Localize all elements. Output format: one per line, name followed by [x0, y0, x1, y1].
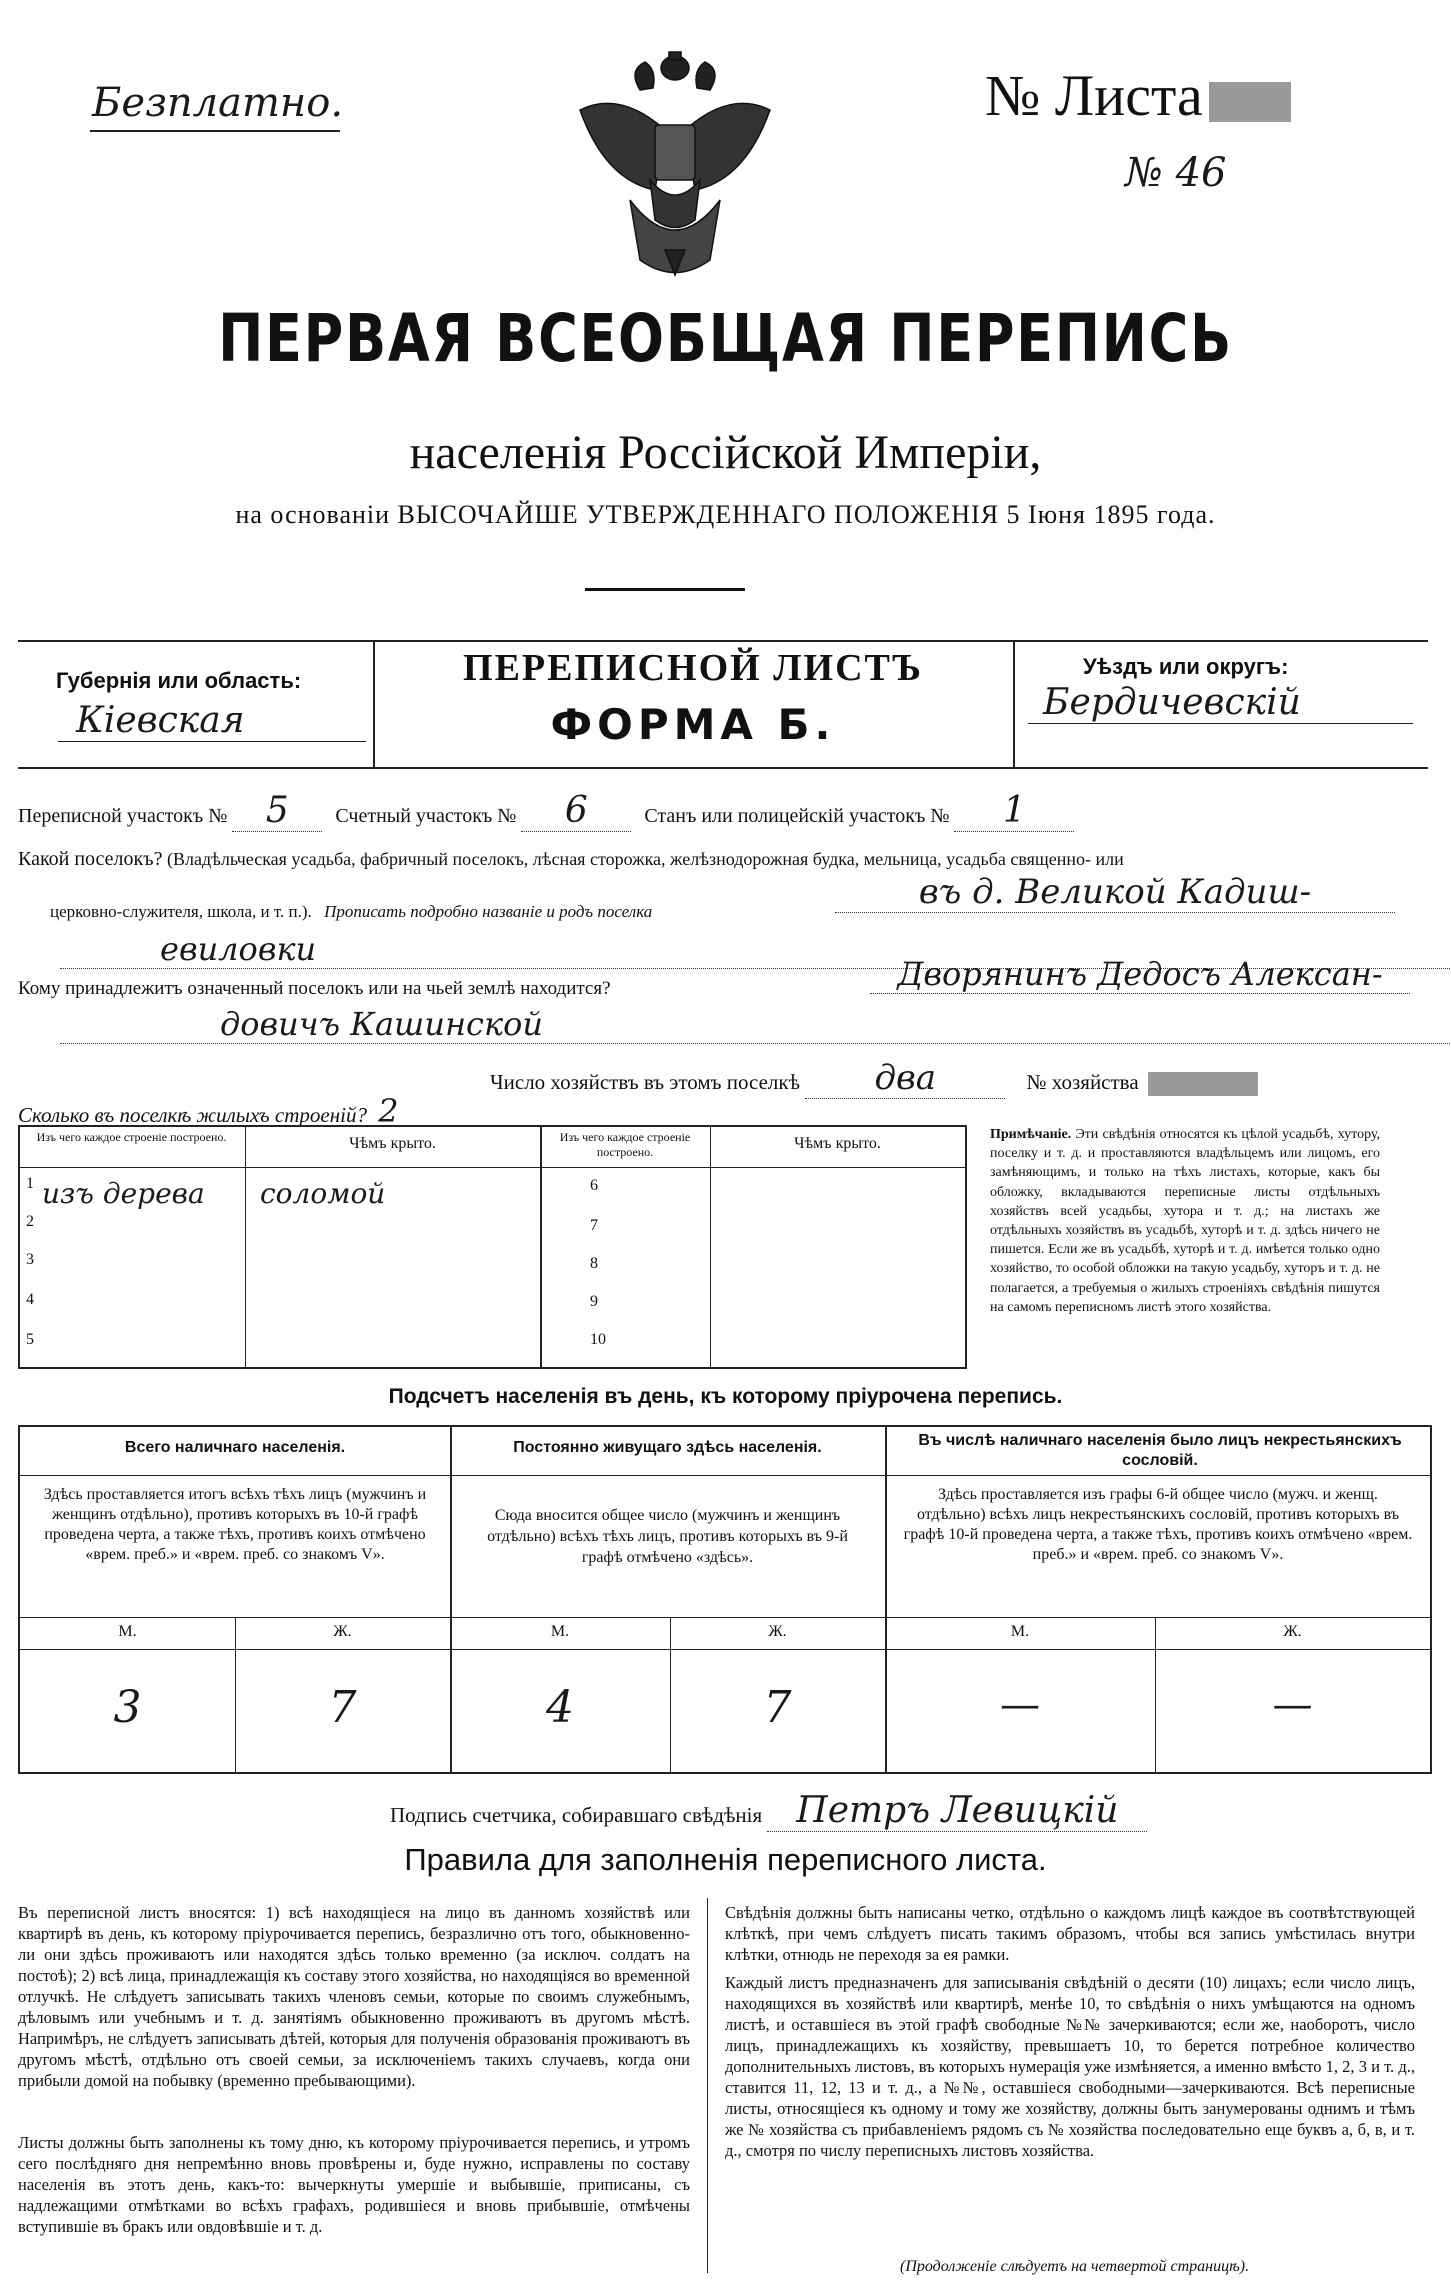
double-headed-eagle-emblem	[570, 50, 780, 280]
row-7-num: 7	[590, 1217, 598, 1234]
settlement-options-2: церковно-служителя, школа, и т. п.).	[50, 902, 312, 921]
col1-head: Всего наличнаго населенія.	[124, 1439, 346, 1456]
count-mz-rule	[20, 1617, 1430, 1618]
col2-zh: Ж.	[768, 1623, 787, 1640]
dwellings-label: Сколько въ поселкѣ жилыхъ строеній?	[18, 1103, 367, 1127]
col-material-left: Изъ чего каждое строеніе построено.	[36, 1130, 227, 1144]
val-nonpeasant-zh[interactable]: —	[1272, 1682, 1313, 1728]
district-label: Уѣздъ или округъ:	[1083, 654, 1289, 679]
col3-zh: Ж.	[1283, 1623, 1302, 1640]
val-perm-m[interactable]: 4	[546, 1682, 574, 1733]
col-roof-right: Чѣмъ крыто.	[794, 1135, 881, 1152]
count-val-rule	[20, 1649, 1430, 1650]
col1-text: Здѣсь проставляется итогъ всѣхъ тѣхъ лицъ (мужчинъ и женщинъ отдѣльно), противъ которыхъ въ 10-й графѣ проведена черта, а также тѣхъ, противъ коихъ отмѣчено «врем. преб.» и «врем. преб. со знакомъ V».	[43, 1486, 427, 1563]
col-material-right: Изъ чего каждое строеніе построено.	[559, 1130, 691, 1159]
owner-value-2[interactable]: довичъ Кашинской	[60, 1005, 1451, 1044]
col3-text: Здѣсь проставляется изъ графы 6-й общее число (мужч. и женщ. отдѣльно) всѣхъ лицъ некрестьянскихъ сословій, противъ которыхъ въ графѣ 10-й проведена черта, а также тѣхъ, противъ коихъ отмѣчено «врем. преб.» и «врем. преб. со знакомъ V».	[903, 1486, 1413, 1563]
note-text: Эти свѣдѣнія относятся къ цѣлой усадьбѣ, хутору, поселку и т. д. и проставляются владѣльцемъ или лицомъ, его замѣняющимъ, и только на тѣхъ листахъ, которые, какъ бы обложку, вкладываются переписные листы отдѣльныхъ хозяйствъ всей усадьбы, хутора и т. д.; на листахъ же отдѣльныхъ хозяйствъ въ усадьбѣ, хуторѣ и т. д. здѣсь ничего не пишется. Если же въ усадьбѣ, хуторѣ и т. д. имѣется только одно хозяйство, то особой обложки на такую усадьбу, хуторъ и т. д. не полагается, а требуемыя о жилыхъ строеніяхъ свѣдѣнія пишутся на самомъ переписномъ листѣ этого хозяйства.	[990, 1127, 1381, 1315]
counting-area-value[interactable]: 6	[521, 790, 631, 832]
settlement-value-1[interactable]: въ д. Великой Кадиш-	[835, 872, 1395, 913]
district-value[interactable]: Бердичевскій	[1028, 682, 1413, 724]
owner-question: Кому принадлежитъ означенный поселокъ или на чьей землѣ находится?	[18, 978, 611, 999]
val-perm-zh[interactable]: 7	[763, 1682, 792, 1733]
note-lead: Примѣчаніе.	[990, 1127, 1072, 1142]
dwellings-value[interactable]: 2	[378, 1092, 399, 1130]
rules-right-p2: Каждый листъ предназначенъ для записыванія свѣдѣній о десяти (10) лицахъ; если число лицъ, находящихся въ хозяйствѣ или квартирѣ, менѣе 10, то свѣдѣнія о нихъ умѣщаются на одномъ листѣ, и оставшіеся въ этой графѣ свободные №№ зачеркиваются; если же, наоборотъ, число лицъ, принадлежащихъ къ хозяйству, превышаетъ 10, то берется потребное количество дополнительныхъ листовъ, въ которыхъ нумерація уже измѣняется, а именно вмѣсто 1, 2, 3 и т. д., ставится 11, 12, 13 и т. д., а №№, оставшіеся свободными—зачеркиваются. Всѣ переписные листы, относящіеся къ одному и тому же хозяйству, должны быть занумерованы однимъ и тѣмъ же № хозяйства съ прибавленіемъ рядомъ съ № хозяйства последовательно еще буквъ а, б, в, и т. д., смотря по числу переписныхъ листовъ хозяйства.	[725, 1973, 1415, 2160]
buildings-head-rule	[20, 1167, 965, 1168]
val-nonpeasant-m[interactable]: —	[1000, 1682, 1040, 1728]
rules-left-p2: Листы должны быть заполнены къ тому дню, къ которому пріурочивается перепись, и утромъ сего послѣдняго дня непремѣнно вновь провѣрены и, буде нужно, исправлены по составу населенія въ этотъ день, какъ-то: вычеркнуты умершіе и выбывшіе, приписаны, съ надлежащими отмѣтками во всѣхъ графахъ, родившіеся и вновь прибывшіе, отмѣчены вступившіе въ бракъ или овдовѣвшіе и т. д.	[18, 2133, 690, 2236]
row-6-num: 6	[590, 1177, 598, 1194]
sheet-number-handwritten: № 46	[1125, 150, 1227, 196]
signature-label: Подпись счетчика, собиравшаго свѣдѣнія	[390, 1803, 763, 1827]
rules-right-p1: Свѣдѣнія должны быть написаны четко, отдѣльно о каждомъ лицѣ каждое въ соотвѣтствующей клѣткѣ, при чемъ слѣдуетъ писать такимъ образомъ, чтобы вся запись умѣстилась внутри клѣтки, отнюдь не переходя за ея рамки.	[725, 1903, 1415, 1964]
census-subtitle: населенія Россійской Имперіи,	[409, 426, 1042, 479]
census-area-line	[18, 790, 1428, 831]
row-1-num: 1	[26, 1175, 34, 1192]
free-underline	[90, 130, 340, 132]
household-no-label: № хозяйства	[1026, 1070, 1139, 1094]
buildings-note	[990, 1125, 1380, 1317]
val-total-m[interactable]: 3	[113, 1682, 142, 1733]
signature-line	[390, 1790, 1147, 1832]
province-label: Губернія или область:	[56, 668, 302, 693]
divider-right	[1013, 642, 1015, 767]
rules-divider	[707, 1898, 708, 2273]
buildings-table	[18, 1125, 967, 1369]
free-label: Безплатно.	[92, 80, 344, 126]
row-10-num: 10	[590, 1331, 606, 1348]
roof-1-value[interactable]: соломой	[260, 1177, 386, 1210]
settlement-value-2[interactable]: евиловки	[60, 930, 1451, 969]
stan-value[interactable]: 1	[954, 790, 1074, 832]
settlement-question: Какой поселокъ?	[18, 848, 163, 870]
counting-area-label: Счетный участокъ №	[335, 805, 517, 827]
col2-text: Сюда вносится общее число (мужчинъ и женщинъ отдѣльно) всѣхъ тѣхъ лицъ, противъ которыхъ въ 9-й графѣ отмѣчено «здѣсь».	[487, 1507, 848, 1566]
rules-left-p1: Въ переписной листъ вносятся: 1) всѣ находящіеся на лицо въ данномъ хозяйствѣ или квартирѣ въ день, къ которому пріурочивается перепись, безразлично отъ того, обыкновенно-ли они здѣсь проживаютъ или находятся здѣсь только временно (за исключ. солдатъ на постоѣ); 2) всѣ лица, принадлежащія къ составу этого хозяйства, но находящіяся во временной отлучкѣ. Не слѣдуетъ записывать такихъ членовъ семьи, которые по своимъ служебнымъ, дѣловымъ или учебнымъ и т. д. занятіямъ обыкновенно проживаютъ въ другомъ мѣстѣ. Напримѣръ, не слѣдуетъ записывать дѣтей, которыя для полученія образованія проживаютъ въ другомъ мѣстѣ, отдѣльно отъ своей семьи, за исключеніемъ такихъ случаевъ, когда они прибыли домой на побывку (временно пребывающими).	[18, 1903, 690, 2090]
row-5-num: 5	[26, 1331, 34, 1348]
household-no-redacted	[1148, 1072, 1258, 1096]
settlement-line	[18, 848, 1428, 871]
col2-m: М.	[550, 1623, 570, 1640]
settlement-options: (Владѣльческая усадьба, фабричный поселокъ, лѣсная сторожка, желѣзнодорожная будка, мельница, усадьба священно- или	[166, 849, 1124, 869]
owner-value-1[interactable]: Дворянинъ Дедосъ Алексан-	[870, 955, 1410, 994]
buildings-divider-mid	[540, 1127, 542, 1367]
col1-zh: Ж.	[333, 1623, 352, 1640]
rules-title: Правила для заполненія переписного листа.	[404, 1842, 1047, 1877]
val-total-zh[interactable]: 7	[328, 1682, 357, 1733]
settlement-instruction: Прописать подробно названіе и родъ поселка	[324, 902, 653, 921]
sheet-label-text: № Листа	[985, 63, 1203, 128]
form-head-box	[18, 640, 1428, 769]
redacted-mark	[1209, 82, 1291, 122]
row-3-num: 3	[26, 1251, 34, 1268]
census-title: ПЕРВАЯ ВСЕОБЩАЯ ПЕРЕПИСЬ	[218, 300, 1233, 377]
count-table	[18, 1425, 1432, 1774]
header-rule	[585, 588, 745, 591]
rules-continued: (Продолженіе слѣдуетъ на четвертой страницѣ).	[900, 2258, 1250, 2275]
buildings-divider-l	[245, 1127, 246, 1367]
census-area-label: Переписной участокъ №	[18, 805, 228, 827]
row-2-num: 2	[26, 1213, 34, 1230]
households-line	[490, 1058, 1258, 1099]
col3-head: Въ числѣ наличнаго населенія было лицъ некрестьянскихъ сословій.	[918, 1432, 1402, 1469]
sheet-title: ПЕРЕПИСНОЙ ЛИСТЪ	[463, 647, 923, 689]
col3-m: М.	[1010, 1623, 1030, 1640]
material-1-value[interactable]: изъ дерева	[42, 1177, 205, 1210]
form-name: ФОРМА Б.	[550, 700, 836, 749]
buildings-divider-r	[710, 1127, 711, 1367]
census-basis: на основаніи ВЫСОЧАЙШЕ УТВЕРЖДЕННАГО ПОЛОЖЕНІЯ 5 Іюня 1895 года.	[235, 500, 1216, 529]
row-9-num: 9	[590, 1293, 598, 1310]
stan-label: Станъ или полицейскій участокъ №	[644, 805, 950, 827]
census-area-value[interactable]: 5	[232, 790, 322, 832]
col-roof-left: Чѣмъ крыто.	[349, 1135, 436, 1152]
households-label: Число хозяйствъ въ этомъ поселкѣ	[490, 1070, 800, 1094]
col2-head: Постоянно живущаго здѣсь населенія.	[513, 1439, 822, 1456]
row-4-num: 4	[26, 1291, 34, 1308]
province-value[interactable]: Кіевская	[58, 700, 366, 742]
signature-value[interactable]: Петръ Левицкій	[767, 1790, 1147, 1832]
settlement-line-2	[50, 902, 652, 922]
count-title: Подсчетъ населенія въ день, къ которому пріурочена перепись.	[388, 1385, 1063, 1408]
row-8-num: 8	[590, 1255, 598, 1272]
sheet-number-label	[985, 62, 1291, 129]
count-head-rule	[20, 1475, 1430, 1476]
col1-m: М.	[118, 1623, 137, 1640]
households-value[interactable]: два	[805, 1058, 1005, 1099]
